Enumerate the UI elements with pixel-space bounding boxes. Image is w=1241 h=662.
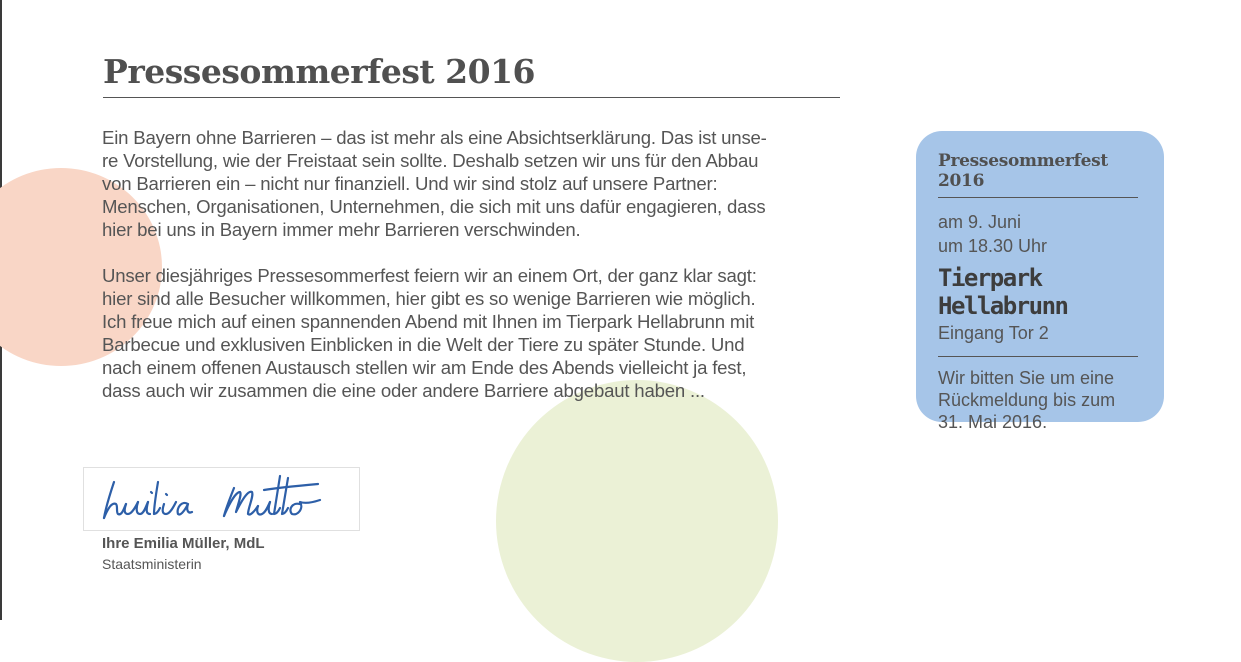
signature-image: [83, 467, 360, 531]
rsvp-line: Wir bitten Sie um eine: [938, 368, 1115, 388]
event-title: Pressesommerfest 2016: [938, 151, 1138, 198]
rsvp-note: [938, 367, 1138, 433]
text-line: von Barrieren ein – nicht nur finanziell. Und wir sind stolz auf unsere Partner:: [102, 173, 718, 194]
letter-body: [102, 126, 847, 402]
signatory-role: Staatsministerin: [102, 556, 202, 572]
text-line: hier bei uns in Bayern immer mehr Barrieren verschwinden.: [102, 219, 581, 240]
signatory-name: Ihre Emilia Müller, MdL: [102, 535, 265, 552]
paragraph-2: [102, 264, 847, 402]
page-title: Pressesommerfest 2016: [103, 52, 840, 98]
card-divider: [938, 356, 1138, 357]
text-line: Ein Bayern ohne Barrieren – das ist mehr als eine Absichtserklärung. Das ist unse-: [102, 127, 767, 148]
text-line: re Vorstellung, wie der Freistaat sein sollte. Deshalb setzen wir uns für den Abbau: [102, 150, 759, 171]
paragraph-1: [102, 126, 847, 241]
text-line: nach einem offenen Austausch stellen wir am Ende des Abends vielleicht ja fest,: [102, 357, 747, 378]
event-time: um 18.30 Uhr: [938, 236, 1048, 256]
text-line: hier sind alle Besucher willkommen, hier gibt es so wenige Barrieren wie möglich.: [102, 288, 756, 309]
text-line: Unser diesjähriges Pressesommerfest feiern wir an einem Ort, der ganz klar sagt:: [102, 265, 757, 286]
event-date: am 9. Juni: [938, 212, 1022, 232]
rsvp-line: 31. Mai 2016.: [938, 412, 1048, 432]
text-line: Menschen, Organisationen, Unternehmen, die sich mit uns dafür engagieren, dass: [102, 196, 766, 217]
text-line: Ich freue mich auf einen spannenden Abend mit Ihnen im Tierpark Hellabrunn mit: [102, 311, 755, 332]
rsvp-line: Rückmeldung bis zum: [938, 390, 1116, 410]
event-venue: Tierpark Hellabrunn: [938, 264, 1068, 320]
event-gate: Eingang Tor 2: [938, 323, 1049, 343]
event-info-card: [916, 131, 1164, 432]
handwritten-signature-icon: [84, 468, 359, 530]
text-line: Barbecue und exklusiven Einblicken in die Welt der Tiere zu später Stunde. Und: [102, 334, 745, 355]
text-line: dass auch wir zusammen die eine oder andere Barriere abgebaut haben ...: [102, 380, 705, 401]
